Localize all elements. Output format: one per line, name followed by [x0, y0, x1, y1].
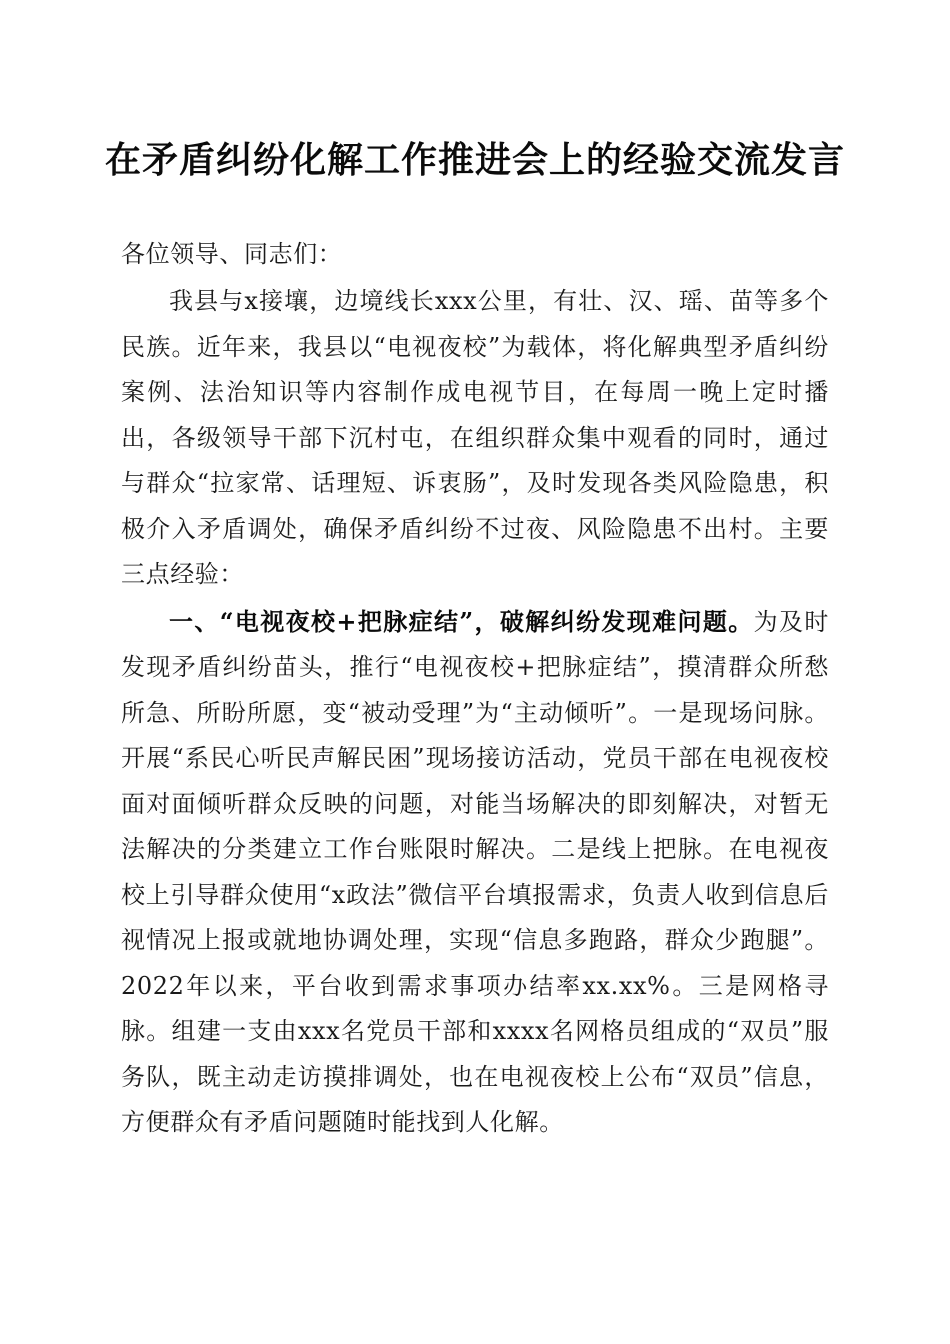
- section-one-heading: 一、“电视夜校+把脉症结”，破解纠纷发现难问题。: [169, 606, 754, 636]
- section-one-paragraph: [121, 599, 829, 1146]
- intro-paragraph: [121, 279, 829, 598]
- salutation: 各位领导、同志们：: [121, 240, 343, 268]
- section-one-text: 为及时发现矛盾纠纷苗头，推行“电视夜校+把脉症结”，摸清群众所愁所急、所盼所愿，变“被动受理”为“主动倾听”。一是现场问脉。开展“系民心听民声解民困”现场接访活动，党员干部在电视夜校面对面倾听群众反映的问题，对能当场解决的即刻解决，对暂无法解决的分类建立工作台账限时解决。二是线上把脉。在电视夜校上引导群众使用“x政法”微信平台填报需求，负责人收到信息后视情况上报或就地协调处理，实现“信息多跑路，群众少跑腿”。2022年以来，平台收到需求事项办结率xx.xx%。三是网格寻脉。组建一支由xxx名党员干部和xxxx名网格员组成的“双员”服务队，既主动走访摸排调处，也在电视夜校上公布“双员”信息，方便群众有矛盾问题随时能找到人化解。: [121, 607, 829, 1136]
- intro-paragraph-text: 我县与x接壤，边境线长xxx公里，有壮、汉、瑶、苗等多个民族。近年来，我县以“电视夜校”为载体，将化解典型矛盾纠纷案例、法治知识等内容制作成电视节目，在每周一晚上定时播出，各级领导干部下沉村屯，在组织群众集中观看的同时，通过与群众“拉家常、话理短、诉衷肠”，及时发现各类风险隐患，积极介入矛盾调处，确保矛盾纠纷不过夜、风险隐患不出村。主要三点经验：: [121, 287, 829, 588]
- document-body: [121, 232, 829, 1147]
- document-title: 在矛盾纠纷化解工作推进会上的经验交流发言: [104, 139, 845, 181]
